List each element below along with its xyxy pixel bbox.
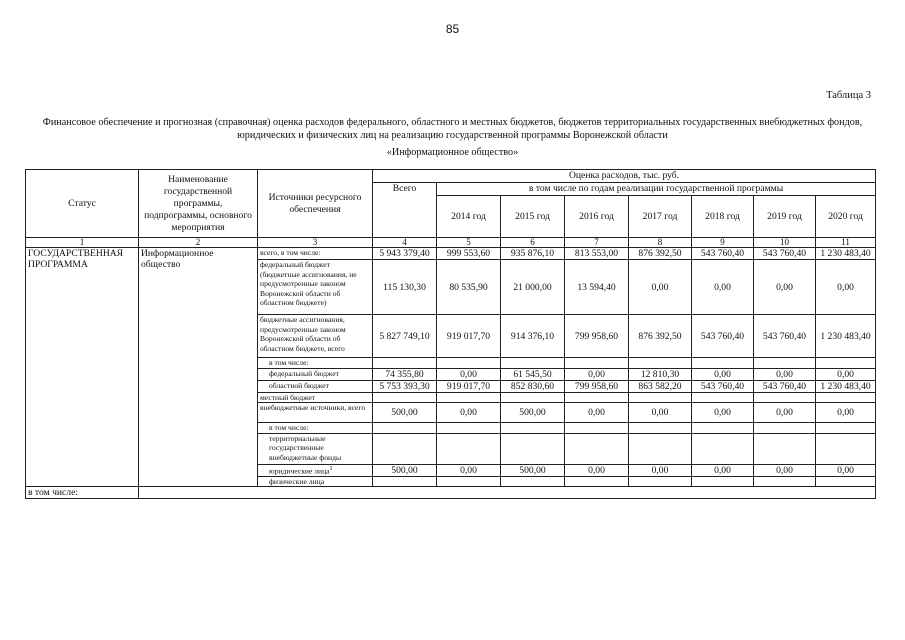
source-label: местный бюджет <box>260 392 316 402</box>
value-cell: 500,00 <box>501 403 565 423</box>
value-cell: 863 582,20 <box>629 380 692 392</box>
document-subtitle: «Информационное общество» <box>386 147 519 158</box>
source-label: физические лица <box>269 476 325 486</box>
source-cell <box>258 380 373 392</box>
value-cell: 0,00 <box>629 403 692 423</box>
header-year: 2019 год <box>754 196 816 238</box>
value-cell <box>565 392 629 403</box>
value-cell: 1 230 483,40 <box>816 315 876 358</box>
bottom-empty <box>139 487 876 499</box>
column-number: 1 <box>26 238 139 248</box>
column-number: 9 <box>692 238 754 248</box>
value-cell: 0,00 <box>565 403 629 423</box>
value-cell <box>629 476 692 487</box>
value-cell: 74 355,80 <box>373 368 437 380</box>
value-cell <box>629 358 692 369</box>
value-cell: 0,00 <box>816 260 876 315</box>
source-label: территориальные государственные внебюджетные фонды <box>269 433 342 462</box>
value-cell <box>501 358 565 369</box>
program-status: ГОСУДАРСТВЕННАЯ ПРОГРАММА <box>26 248 139 487</box>
value-cell <box>437 433 501 464</box>
value-cell: 0,00 <box>437 368 501 380</box>
source-cell <box>258 403 373 423</box>
page-number: 85 <box>445 22 460 36</box>
value-cell: 0,00 <box>629 260 692 315</box>
value-cell <box>437 358 501 369</box>
header-year: 2016 год <box>565 196 629 238</box>
value-cell <box>629 433 692 464</box>
value-cell: 21 000,00 <box>501 260 565 315</box>
value-cell: 0,00 <box>629 464 692 476</box>
value-cell <box>501 392 565 403</box>
source-label: областной бюджет <box>269 380 329 390</box>
header-source: Источники ресурсного обеспечения <box>258 170 373 238</box>
value-cell <box>692 358 754 369</box>
value-cell <box>373 433 437 464</box>
value-cell: 0,00 <box>565 464 629 476</box>
value-cell <box>816 423 876 434</box>
value-cell: 61 545,50 <box>501 368 565 380</box>
value-cell: 500,00 <box>373 464 437 476</box>
value-cell: 799 958,60 <box>565 315 629 358</box>
value-cell <box>501 433 565 464</box>
value-cell <box>754 358 816 369</box>
source-cell <box>258 368 373 380</box>
value-cell: 0,00 <box>692 464 754 476</box>
value-cell <box>437 392 501 403</box>
value-cell: 852 830,60 <box>501 380 565 392</box>
value-cell: 543 760,40 <box>692 248 754 260</box>
header-by-years: в том числе по годам реализации государственной программы <box>437 183 876 196</box>
header-year: 2020 год <box>816 196 876 238</box>
source-cell <box>258 315 373 358</box>
value-cell: 5 943 379,40 <box>373 248 437 260</box>
header-year: 2017 год <box>629 196 692 238</box>
value-cell <box>501 423 565 434</box>
source-cell <box>258 358 373 369</box>
source-label: внебюджетные источники, всего <box>260 403 366 412</box>
source-cell <box>258 433 373 464</box>
column-number: 11 <box>816 238 876 248</box>
value-cell: 0,00 <box>754 464 816 476</box>
value-cell <box>437 423 501 434</box>
value-cell <box>629 423 692 434</box>
value-cell: 543 760,40 <box>754 315 816 358</box>
program-name: Информационное общество <box>139 248 258 487</box>
value-cell <box>816 392 876 403</box>
value-cell <box>816 433 876 464</box>
source-label: бюджетные ассигнования, предусмотренные законом Воронежской области об областном бюджете, всего <box>260 315 346 353</box>
value-cell: 1 230 483,40 <box>816 248 876 260</box>
value-cell: 500,00 <box>501 464 565 476</box>
value-cell: 0,00 <box>437 464 501 476</box>
value-cell <box>373 423 437 434</box>
value-cell <box>754 476 816 487</box>
value-cell: 500,00 <box>373 403 437 423</box>
source-cell <box>258 423 373 434</box>
value-cell: 1 230 483,40 <box>816 380 876 392</box>
header-status: Статус <box>26 170 139 238</box>
value-cell <box>565 358 629 369</box>
value-cell: 115 130,30 <box>373 260 437 315</box>
value-cell <box>816 476 876 487</box>
value-cell <box>373 392 437 403</box>
source-label: юридические лица <box>269 466 330 476</box>
source-cell <box>258 464 373 476</box>
value-cell: 0,00 <box>437 403 501 423</box>
bottom-label: в том числе: <box>26 487 139 499</box>
value-cell: 80 535,90 <box>437 260 501 315</box>
value-cell: 0,00 <box>692 403 754 423</box>
value-cell <box>501 476 565 487</box>
column-number: 6 <box>501 238 565 248</box>
source-label: федеральный бюджет (бюджетные ассигнования, не предусмотренные законом Воронежской области об областном бюджете) <box>260 260 357 307</box>
value-cell: 0,00 <box>692 260 754 315</box>
value-cell <box>754 392 816 403</box>
value-cell <box>754 433 816 464</box>
column-number: 2 <box>139 238 258 248</box>
column-number: 5 <box>437 238 501 248</box>
value-cell: 0,00 <box>692 368 754 380</box>
value-cell: 12 810,30 <box>629 368 692 380</box>
budget-table <box>25 169 876 499</box>
source-cell <box>258 248 373 260</box>
source-cell <box>258 392 373 403</box>
value-cell <box>692 392 754 403</box>
value-cell: 999 553,60 <box>437 248 501 260</box>
source-label: в том числе: <box>269 358 309 367</box>
source-label: в том числе: <box>269 423 309 432</box>
value-cell <box>692 433 754 464</box>
value-cell: 919 017,70 <box>437 380 501 392</box>
value-cell: 5 753 393,30 <box>373 380 437 392</box>
value-cell <box>437 476 501 487</box>
table-label: Таблица 3 <box>826 90 871 101</box>
value-cell: 0,00 <box>816 464 876 476</box>
column-number: 4 <box>373 238 437 248</box>
value-cell: 543 760,40 <box>692 315 754 358</box>
value-cell <box>692 476 754 487</box>
value-cell: 543 760,40 <box>754 380 816 392</box>
value-cell <box>816 358 876 369</box>
value-cell <box>373 476 437 487</box>
column-number: 8 <box>629 238 692 248</box>
value-cell: 5 827 749,10 <box>373 315 437 358</box>
value-cell: 0,00 <box>816 403 876 423</box>
document-title: Финансовое обеспечение и прогнозная (справочная) оценка расходов федерального, областного и местных бюджетов, бюджетов территориальных государственных внебюджетных фондов, юридических и физических лиц на реализацию государственной программы Воронежской области <box>42 117 863 141</box>
value-cell <box>754 423 816 434</box>
column-number: 10 <box>754 238 816 248</box>
value-cell <box>565 476 629 487</box>
value-cell: 543 760,40 <box>692 380 754 392</box>
column-number: 7 <box>565 238 629 248</box>
header-year: 2018 год <box>692 196 754 238</box>
value-cell: 0,00 <box>565 368 629 380</box>
value-cell: 0,00 <box>816 368 876 380</box>
column-number: 3 <box>258 238 373 248</box>
value-cell <box>373 358 437 369</box>
value-cell: 799 958,60 <box>565 380 629 392</box>
value-cell: 914 376,10 <box>501 315 565 358</box>
source-cell <box>258 260 373 315</box>
value-cell: 0,00 <box>754 403 816 423</box>
header-estimate: Оценка расходов, тыс. руб. <box>373 170 876 183</box>
value-cell: 0,00 <box>754 260 816 315</box>
value-cell: 813 553,00 <box>565 248 629 260</box>
value-cell <box>629 392 692 403</box>
header-name: Наименование государственной программы, подпрограммы, основного мероприятия <box>139 170 258 238</box>
source-label: федеральный бюджет <box>269 368 339 378</box>
value-cell: 0,00 <box>754 368 816 380</box>
value-cell: 876 392,50 <box>629 248 692 260</box>
value-cell: 13 594,40 <box>565 260 629 315</box>
table-row <box>26 248 876 260</box>
value-cell <box>565 433 629 464</box>
value-cell: 935 876,10 <box>501 248 565 260</box>
column-numbers-row <box>26 238 876 248</box>
value-cell: 876 392,50 <box>629 315 692 358</box>
footnote-mark: 1 <box>329 465 333 472</box>
source-cell <box>258 476 373 487</box>
header-year: 2015 год <box>501 196 565 238</box>
header-total: Всего <box>373 183 437 238</box>
value-cell: 919 017,70 <box>437 315 501 358</box>
value-cell <box>692 423 754 434</box>
header-year: 2014 год <box>437 196 501 238</box>
value-cell: 543 760,40 <box>754 248 816 260</box>
value-cell <box>565 423 629 434</box>
source-label: всего, в том числе: <box>260 248 321 257</box>
